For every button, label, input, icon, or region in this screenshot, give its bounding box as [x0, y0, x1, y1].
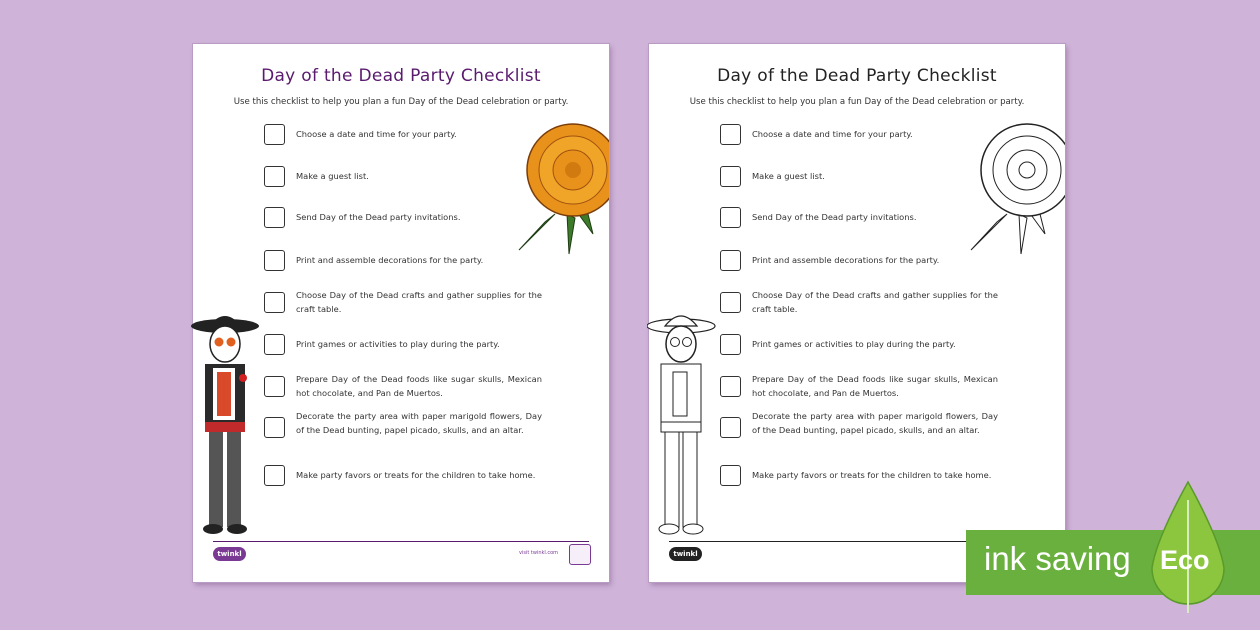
eco-label: Eco [1160, 545, 1210, 575]
checkbox[interactable] [720, 292, 741, 313]
worksheet-subtitle: Use this checklist to help you plan a fun Day of the Dead celebration or party. [233, 97, 569, 107]
checkbox[interactable] [264, 417, 285, 438]
quality-badge-icon [569, 544, 591, 565]
checkbox[interactable] [264, 376, 285, 397]
checklist-item-text: Choose a date and time for your party. [296, 129, 457, 139]
checkbox[interactable] [264, 124, 285, 145]
checkbox[interactable] [264, 465, 285, 486]
checklist-item-text: Send Day of the Dead party invitations. [752, 212, 917, 222]
checklist-item-text: Choose a date and time for your party. [752, 129, 913, 139]
checklist-item-text: Print and assemble decorations for the party. [752, 255, 940, 265]
checklist-item-text: Print and assemble decorations for the party. [296, 255, 484, 265]
checklist-item-text: Prepare Day of the Dead foods like sugar skulls, Mexican hot chocolate, and Pan de Muertos. [752, 374, 998, 398]
skeleton-mariachi-illustration [191, 314, 263, 539]
checkbox[interactable] [720, 334, 741, 355]
worksheet-title: Day of the Dead Party Checklist [717, 66, 997, 86]
checklist-item-text: Make a guest list. [296, 171, 369, 181]
checkbox[interactable] [720, 376, 741, 397]
checklist-item-text: Print games or activities to play during the party. [296, 339, 500, 349]
worksheet-colour [193, 44, 609, 582]
checklist-item-text: Decorate the party area with paper marigold flowers, Day of the Dead bunting, papel picado, skulls, and an altar. [752, 411, 998, 435]
checklist-item-text: Send Day of the Dead party invitations. [296, 212, 461, 222]
checkbox[interactable] [264, 334, 285, 355]
checklist-item-text: Decorate the party area with paper marigold flowers, Day of the Dead bunting, papel picado, skulls, and an altar. [296, 411, 542, 435]
worksheet-title: Day of the Dead Party Checklist [261, 66, 541, 86]
checklist-item-text: Choose Day of the Dead crafts and gather supplies for the craft table. [296, 290, 542, 314]
checkbox[interactable] [264, 292, 285, 313]
twinkl-logo: twinkl [213, 547, 246, 561]
checklist-item-text: Prepare Day of the Dead foods like sugar skulls, Mexican hot chocolate, and Pan de Muertos. [296, 374, 542, 398]
checkbox[interactable] [720, 124, 741, 145]
worksheet-subtitle: Use this checklist to help you plan a fun Day of the Dead celebration or party. [689, 97, 1025, 107]
worksheet-ink-saving [649, 44, 1065, 582]
checkbox[interactable] [720, 417, 741, 438]
checkbox[interactable] [720, 166, 741, 187]
checkbox[interactable] [264, 166, 285, 187]
checklist-item-text: Choose Day of the Dead crafts and gather supplies for the craft table. [752, 290, 998, 314]
ink-saving-label: ink saving [984, 540, 1131, 577]
checkbox[interactable] [264, 207, 285, 228]
skeleton-mariachi-outline-illustration [647, 314, 719, 539]
marigold-outline-illustration [967, 122, 1065, 257]
footer-url: visit twinkl.com [519, 550, 559, 556]
checklist-item-text: Make party favors or treats for the children to take home. [752, 470, 992, 480]
twinkl-logo: twinkl [669, 547, 702, 561]
checkbox[interactable] [264, 250, 285, 271]
checkbox[interactable] [720, 250, 741, 271]
checklist-item-text: Make a guest list. [752, 171, 825, 181]
checkbox[interactable] [720, 207, 741, 228]
checklist-item-text: Print games or activities to play during the party. [752, 339, 956, 349]
checkbox[interactable] [720, 465, 741, 486]
checklist-item-text: Make party favors or treats for the children to take home. [296, 470, 536, 480]
marigold-illustration [515, 122, 609, 257]
footer-divider [213, 541, 589, 542]
